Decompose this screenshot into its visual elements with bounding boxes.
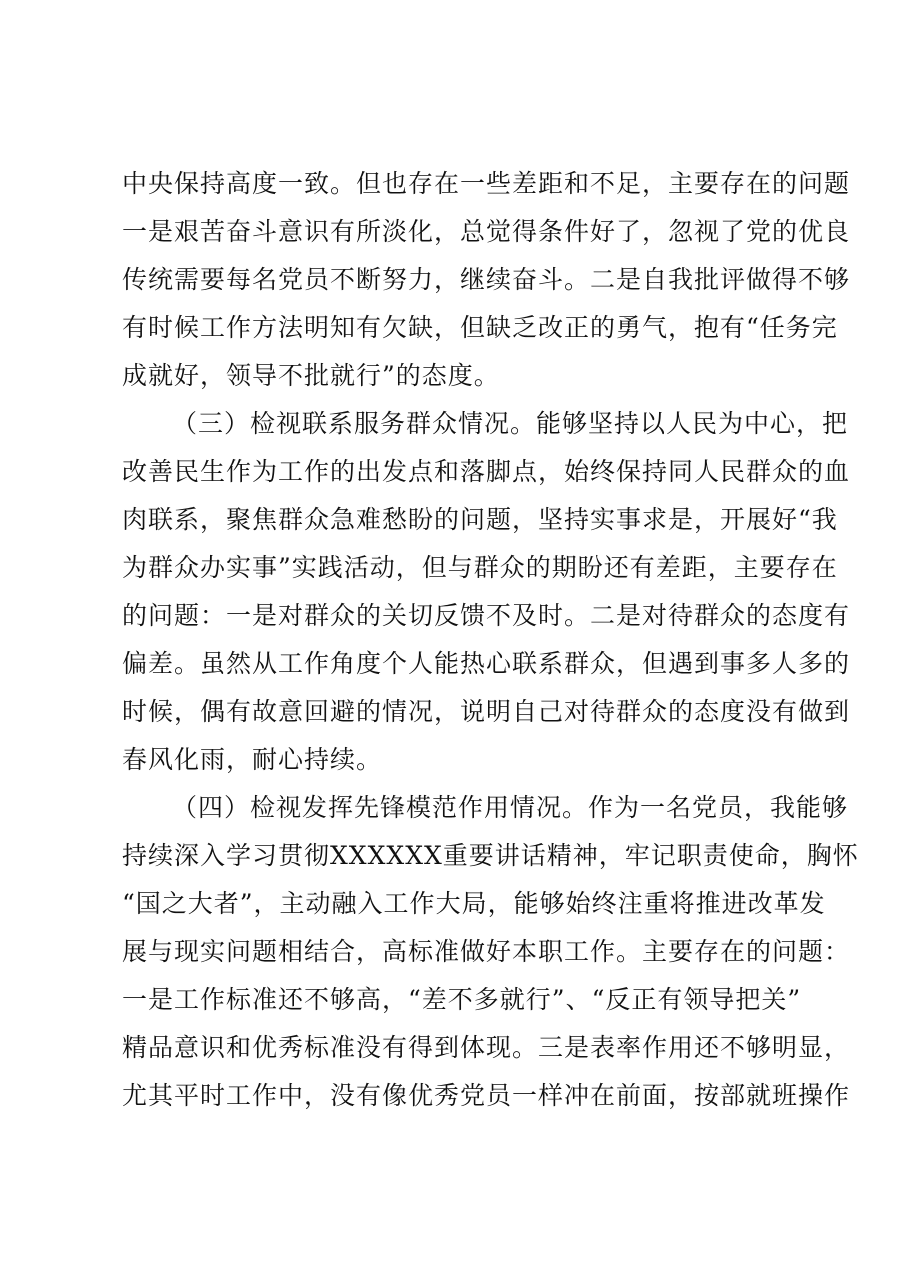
text-line: 春风化雨，耐心持续。 xyxy=(122,745,383,774)
section-heading-line: （三）检视联系服务群众情况。能够坚持以人民为中心，把 xyxy=(172,409,849,438)
text-line: 精品意识和优秀标准没有得到体现。三是表率作用还不够明显， xyxy=(122,1033,851,1062)
text-line: “国之大者”，主动融入工作大局，能够始终注重将推进改革发 xyxy=(122,889,826,918)
text-line: 时候，偶有故意回避的情况，说明自己对待群众的态度没有做到 xyxy=(122,697,851,726)
text-line: 偏差。虽然从工作角度个人能热心联系群众，但遇到事多人多的 xyxy=(122,649,851,678)
section-heading-line: （四）检视发挥先锋模范作用情况。作为一名党员，我能够 xyxy=(172,793,849,822)
text-line: 一是艰苦奋斗意识有所淡化，总觉得条件好了，忽视了党的优良 xyxy=(122,217,851,246)
text-line: 改善民生作为工作的出发点和落脚点，始终保持同人民群众的血 xyxy=(122,457,851,486)
text-line: 展与现实问题相结合，高标准做好本职工作。主要存在的问题： xyxy=(122,937,851,966)
text-line: 成就好，领导不批就行”的态度。 xyxy=(122,361,500,390)
text-line: 持续深入学习贯彻XXXXXX重要讲话精神，牢记职责使命，胸怀 xyxy=(122,841,859,870)
text-line: 一是工作标准还不够高，“差不多就行”、“反正有领导把关” xyxy=(122,985,802,1014)
document-body xyxy=(122,160,859,1120)
text-line: 的问题：一是对群众的关切反馈不及时。二是对待群众的态度有 xyxy=(122,601,851,630)
text-line: 尤其平时工作中，没有像优秀党员一样冲在前面，按部就班操作 xyxy=(122,1081,851,1110)
text-line: 传统需要每名党员不断努力，继续奋斗。二是自我批评做得不够 xyxy=(122,265,851,294)
text-line: 为群众办实事”实践活动，但与群众的期盼还有差距，主要存在 xyxy=(122,553,838,582)
text-line: 有时候工作方法明知有欠缺，但缺乏改正的勇气，抱有“任务完 xyxy=(122,313,838,342)
text-line: 肉联系，聚焦群众急难愁盼的问题，坚持实事求是，开展好“我 xyxy=(122,505,838,534)
text-line: 中央保持高度一致。但也存在一些差距和不足，主要存在的问题 xyxy=(122,169,851,198)
